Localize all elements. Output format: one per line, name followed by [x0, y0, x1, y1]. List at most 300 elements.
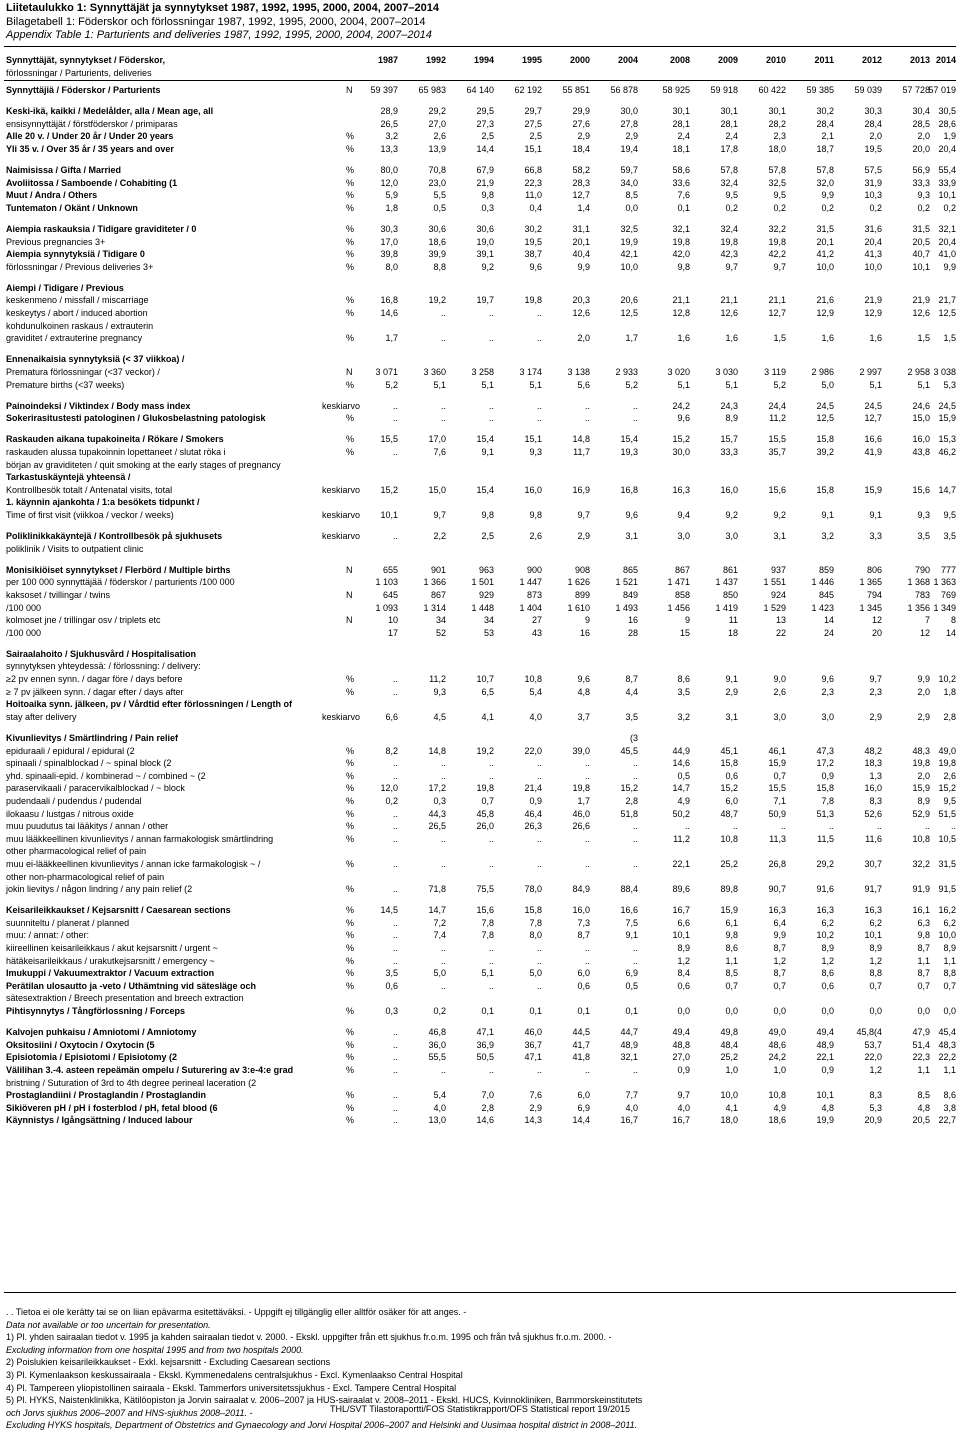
cell-value: 8,2	[385, 745, 398, 756]
row-unit: %	[346, 249, 355, 260]
cell-value: 15,4	[620, 434, 638, 445]
cell-value: 10,8	[912, 833, 930, 844]
cell-value: 5,2	[625, 379, 638, 390]
cell-value: ..	[536, 1064, 542, 1075]
row-label: Synnyttäjiä / Föderskor / Parturients	[6, 85, 161, 95]
cell-value: 17,0	[428, 434, 446, 445]
cell-value: 9,1	[625, 930, 638, 941]
row-label: Episiotomia / Episiotomi / Episiotomy (2	[6, 1052, 178, 1063]
cell-value: 50,5	[476, 1052, 494, 1063]
row-unit: %	[346, 1102, 355, 1113]
cell-value: 2,4	[725, 131, 738, 142]
cell-value: 0,3	[385, 1006, 398, 1016]
cell-value: 8,0	[385, 261, 398, 272]
row-label: other pharmacological relief of pain	[6, 846, 147, 857]
cell-value: 0,9	[677, 1064, 690, 1075]
cell-value: ..	[536, 413, 542, 424]
cell-value: ..	[536, 308, 542, 318]
cell-value: 41,2	[816, 249, 834, 260]
cell-value: 9,9	[821, 190, 834, 201]
cell-value: 1 366	[423, 577, 446, 588]
cell-value: 30,6	[476, 223, 494, 234]
cell-value: 46,1	[768, 745, 786, 756]
cell-value: 4,0	[625, 1102, 638, 1113]
top-rule	[4, 46, 956, 47]
table-row	[0, 282, 960, 294]
cell-value: 2,9	[917, 711, 930, 722]
cell-value: 12,5	[620, 308, 638, 318]
cell-value: ..	[632, 833, 638, 844]
row-unit: %	[346, 223, 355, 234]
cell-value: 1,0	[725, 1064, 738, 1075]
cell-value: ..	[584, 858, 590, 869]
cell-value: 6,0	[577, 968, 590, 979]
cell-value: 3,0	[677, 531, 690, 541]
row-unit: %	[346, 808, 355, 819]
cell-value: ..	[392, 758, 398, 769]
row-label: kohdunulkoinen raskaus / extrauterin	[6, 320, 154, 331]
cell-value: 16,3	[864, 905, 882, 916]
cell-value: 22,0	[864, 1052, 882, 1063]
cell-value: 7,8	[821, 795, 834, 806]
row-unit: %	[346, 758, 355, 769]
row-unit: %	[346, 833, 355, 844]
cell-value: 11,2	[673, 833, 690, 844]
cell-value: 2,5	[481, 531, 494, 541]
row-unit: %	[346, 930, 355, 941]
cell-value: ..	[536, 333, 542, 344]
cell-value: 9,5	[943, 509, 956, 520]
cell-value: 26,5	[380, 118, 398, 129]
cell-value: 48,8	[672, 1039, 690, 1050]
cell-value: 1 551	[763, 577, 786, 588]
cell-value: 17,2	[428, 783, 446, 794]
cell-value: 901	[430, 564, 446, 575]
row-label: per 100 000 synnyttäjää / föderskor / parturients /100 000	[6, 577, 235, 588]
cell-value: 48,9	[816, 1039, 834, 1050]
cell-value: 33,3	[912, 177, 930, 188]
cell-value: 21,1	[720, 295, 738, 306]
cell-value: 0,2	[773, 202, 786, 213]
cell-value: 55,5	[428, 1052, 446, 1063]
cell-value: 1 103	[375, 577, 398, 588]
row-unit: %	[346, 1090, 355, 1101]
cell-value: 20,6	[620, 295, 638, 306]
cell-value: 75,5	[476, 884, 494, 895]
cell-value: 45,4	[938, 1027, 956, 1038]
cell-value: ..	[536, 770, 542, 781]
cell-value: 13,0	[428, 1115, 446, 1126]
row-unit: keskiarvo	[322, 484, 361, 495]
row-label: jokin lievitys / någon lindring / any pain relief (2	[6, 884, 193, 895]
row-unit: N	[346, 366, 353, 377]
cell-value: 41,8	[572, 1052, 590, 1063]
cell-value: ..	[924, 821, 930, 832]
row-label: synnytyksen yhteydessä: / förlossning: / delivery:	[6, 661, 201, 672]
row-label: yhd. spinaali-epid. / kombinerad ~ / combined ~ (2	[6, 770, 206, 781]
cell-value: 27,0	[672, 1052, 690, 1063]
cell-value: 9,3	[917, 190, 930, 201]
cell-value: 0,2	[917, 202, 930, 213]
row-label: början av graviditeten / quit smoking at the early stages of pregnancy	[6, 459, 281, 470]
cell-value: 0,6	[385, 980, 398, 991]
cell-value: 16,7	[672, 1115, 690, 1126]
cell-value: 16,0	[912, 434, 930, 445]
cell-value: 5,1	[529, 379, 542, 390]
row-label: Monisikiöiset synnytykset / Flerbörd / Multiple births	[6, 564, 231, 575]
cell-value: 1,3	[869, 770, 882, 781]
cell-value: 12,0	[380, 783, 398, 794]
cell-value: 12,9	[816, 308, 834, 318]
table-row	[0, 320, 960, 332]
cell-value: ..	[392, 1039, 398, 1050]
cell-value: 9,5	[943, 795, 956, 806]
cell-value: 36,7	[524, 1039, 542, 1050]
cell-value: ..	[584, 758, 590, 769]
cell-value: ..	[632, 955, 638, 966]
cell-value: 3 119	[764, 366, 786, 377]
cell-value: 1,2	[869, 1064, 882, 1075]
cell-value: 32,4	[720, 177, 738, 188]
cell-value: 10,0	[816, 261, 834, 272]
cell-value: 10,1	[912, 261, 930, 272]
cell-value: 20,1	[816, 236, 834, 247]
cell-value: 91,5	[938, 884, 956, 895]
row-label: graviditet / extrauterine pregnancy	[6, 333, 143, 344]
table-row	[0, 795, 960, 807]
cell-value: 18,3	[864, 758, 882, 769]
cell-value: 14,3	[524, 1115, 542, 1126]
row-label: Kontrollbesök totalt / Antenatal visits, total	[6, 484, 173, 495]
cell-value: ..	[440, 758, 446, 769]
cell-value: 31,6	[864, 223, 882, 234]
cell-value: 9,3	[917, 509, 930, 520]
cell-value: 40,7	[912, 249, 930, 260]
cell-value: 1,8	[385, 202, 398, 213]
cell-value: 2,9	[869, 711, 882, 722]
table-row	[0, 84, 960, 96]
cell-value: 9,7	[577, 509, 590, 520]
cell-value: ..	[584, 943, 590, 953]
row-unit: N	[346, 564, 353, 575]
cell-value: 16,8	[620, 484, 638, 495]
cell-value: ..	[392, 770, 398, 781]
cell-value: 51,5	[938, 808, 956, 819]
cell-value: 2,8	[625, 795, 638, 806]
cell-value: 3 071	[375, 366, 398, 377]
row-label: Kalvojen puhkaisu / Amniotomi / Amniotomy	[6, 1027, 197, 1038]
row-unit: %	[346, 858, 355, 869]
cell-value: 9,9	[773, 930, 786, 941]
cell-value: 42,2	[768, 249, 786, 260]
cell-value: ..	[684, 821, 690, 832]
cell-value: ..	[392, 1115, 398, 1126]
cell-value: 22,3	[912, 1052, 930, 1063]
cell-value: 12,7	[864, 413, 882, 424]
cell-value: ..	[584, 770, 590, 781]
cell-value: 1 368	[907, 577, 930, 588]
cell-value: 0,7	[773, 980, 786, 991]
cell-value: 806	[866, 564, 882, 575]
cell-value: 30,0	[672, 446, 690, 457]
cell-value: 91,7	[864, 884, 882, 895]
cell-value: 9,6	[677, 413, 690, 424]
row-label: Alle 20 v. / Under 20 år / Under 20 years	[6, 131, 174, 142]
cell-value: 36,0	[428, 1039, 446, 1050]
cell-value: 11,3	[769, 833, 786, 844]
cell-value: 42,3	[720, 249, 738, 260]
cell-value: 15,9	[768, 758, 786, 769]
cell-value: 2,8	[481, 1102, 494, 1113]
cell-value: 16,3	[816, 905, 834, 916]
cell-value: ..	[632, 413, 638, 424]
cell-value: 16	[627, 615, 638, 626]
cell-value: 25,2	[720, 1052, 738, 1063]
row-label: raskauden alussa tupakoinnin lopettaneet / slutat röka i	[6, 446, 226, 457]
cell-value: 15,0	[912, 413, 930, 424]
title-en: Appendix Table 1: Parturients and deliveries 1987, 1992, 1995, 2000, 2004, 2007–2014	[6, 29, 432, 41]
cell-value: 15,1	[524, 434, 542, 445]
table-row	[0, 745, 960, 757]
cell-value: 18	[727, 627, 738, 638]
cell-value: 49,0	[768, 1027, 786, 1038]
cell-value: ..	[632, 858, 638, 869]
cell-value: ..	[488, 333, 494, 344]
cell-value: 66,8	[524, 165, 542, 175]
cell-value: 32,1	[672, 223, 690, 234]
cell-value: 26,5	[428, 821, 446, 832]
footnote-line: 2) Poislukien keisarileikkaukset - Exkl. kejsarsnitt - Excluding Caesarean sections	[6, 1357, 331, 1368]
cell-value: 43,8	[912, 446, 930, 457]
row-label: Sairaalahoito / Sjukhusvård / Hospitalisation	[6, 648, 197, 659]
cell-value: 30,3	[864, 106, 882, 117]
cell-value: 48,4	[720, 1039, 738, 1050]
cell-value: 1 437	[715, 577, 738, 588]
cell-value: 7,3	[577, 917, 590, 928]
table-row	[0, 202, 960, 214]
cell-value: ..	[440, 955, 446, 966]
cell-value: 11,2	[429, 674, 446, 684]
cell-value: 9,9	[917, 674, 930, 684]
cell-value: 5,1	[725, 379, 738, 390]
row-label: Yli 35 v. / Over 35 år / 35 years and over	[6, 143, 174, 154]
cell-value: 25,2	[720, 858, 738, 869]
cell-value: 91,9	[912, 884, 930, 895]
row-label: muu: / annat: / other:	[6, 930, 90, 941]
cell-value: (3	[629, 732, 638, 743]
row-label: förlossningar / Previous deliveries 3+	[6, 261, 154, 272]
cell-value: 30,1	[672, 106, 690, 117]
cell-value: 11,6	[865, 833, 882, 844]
cell-value: 5,1	[433, 379, 446, 390]
cell-value: 15,0	[428, 484, 446, 495]
cell-value: 16,7	[620, 1115, 638, 1126]
cell-value: 62 192	[514, 85, 542, 95]
cell-value: 26,0	[476, 821, 494, 832]
cell-value: 3,5	[917, 531, 930, 541]
cell-value: 48,7	[720, 808, 738, 819]
cell-value: 929	[478, 589, 494, 600]
cell-value: ..	[440, 770, 446, 781]
row-label: Naimisissa / Gifta / Married	[6, 165, 122, 175]
cell-value: 4,1	[481, 711, 494, 722]
cell-value: 3 038	[933, 366, 956, 377]
cell-value: 3 360	[423, 366, 446, 377]
cell-value: 49,4	[816, 1027, 834, 1038]
cell-value: ..	[392, 955, 398, 966]
cell-value: 15,2	[620, 783, 638, 794]
cell-value: 10,1	[864, 930, 882, 941]
cell-value: 4,9	[773, 1102, 786, 1113]
cell-value: 1,6	[869, 333, 882, 344]
cell-value: 873	[526, 589, 542, 600]
cell-value: 8,8	[433, 261, 446, 272]
cell-value: 8,5	[725, 968, 738, 979]
cell-value: 1,5	[943, 333, 956, 344]
cell-value: 53,7	[864, 1039, 882, 1050]
cell-value: 8,9	[869, 943, 882, 953]
table-row	[0, 698, 960, 710]
table-row	[0, 917, 960, 929]
cell-value: 22,1	[672, 858, 690, 869]
year-header: 2011	[814, 55, 834, 65]
cell-value: 30,2	[816, 106, 834, 117]
cell-value: 78,0	[524, 884, 542, 895]
cell-value: 19,7	[476, 295, 494, 306]
cell-value: 7,1	[773, 795, 786, 806]
table-row	[0, 1114, 960, 1126]
cell-value: 3 030	[715, 366, 738, 377]
cell-value: 32,1	[938, 223, 956, 234]
cell-value: 58 925	[662, 85, 690, 95]
cell-value: 8,6	[943, 1090, 956, 1101]
cell-value: 27,0	[428, 118, 446, 129]
cell-value: 3,5	[677, 686, 690, 697]
cell-value: 58,6	[672, 165, 690, 175]
cell-value: 51,8	[620, 808, 638, 819]
table-row	[0, 543, 960, 555]
cell-value: 16,6	[620, 905, 638, 916]
cell-value: 52,6	[864, 808, 882, 819]
cell-value: 20,9	[864, 1115, 882, 1126]
cell-value: 45,5	[620, 745, 638, 756]
cell-value: 9,7	[433, 509, 446, 520]
cell-value: 865	[622, 564, 638, 575]
cell-value: ..	[392, 400, 398, 411]
cell-value: 18,6	[428, 236, 446, 247]
row-unit: N	[346, 615, 353, 626]
table-row	[0, 732, 960, 744]
cell-value: 52	[435, 627, 446, 638]
table-row	[0, 248, 960, 260]
cell-value: 1 365	[859, 577, 882, 588]
cell-value: 34,0	[620, 177, 638, 188]
row-label: Välilihan 3.-4. asteen repeämän ompelu / Suturering av 3:e-4:e grad	[6, 1064, 294, 1075]
cell-value: 64 140	[466, 85, 494, 95]
row-unit: %	[346, 1027, 355, 1038]
cell-value: 26,8	[768, 858, 786, 869]
cell-value: 41,9	[864, 446, 882, 457]
cell-value: 9,1	[481, 446, 494, 457]
row-unit: %	[346, 884, 355, 895]
cell-value: 6,6	[385, 711, 398, 722]
table-row	[0, 648, 960, 660]
cell-value: 0,2	[433, 1006, 446, 1016]
cell-value: 18,6	[768, 1115, 786, 1126]
cell-value: 0,1	[577, 1006, 590, 1016]
cell-value: 2,5	[529, 131, 542, 142]
cell-value: 0,6	[677, 980, 690, 991]
cell-value: 29,7	[524, 106, 542, 117]
cell-value: 18,0	[720, 1115, 738, 1126]
row-unit: %	[346, 236, 355, 247]
cell-value: 53	[483, 627, 494, 638]
cell-value: 5,4	[433, 1090, 446, 1101]
cell-value: 1 447	[519, 577, 542, 588]
cell-value: 14,6	[476, 1115, 494, 1126]
cell-value: 1,1	[943, 955, 956, 966]
row-unit: %	[346, 413, 355, 424]
cell-value: 8,7	[577, 930, 590, 941]
table-row	[0, 446, 960, 458]
cell-value: 39,2	[816, 446, 834, 457]
cell-value: 15,5	[380, 434, 398, 445]
cell-value: 21,6	[816, 295, 834, 306]
cell-value: ..	[488, 833, 494, 844]
cell-value: 30,6	[428, 223, 446, 234]
cell-value: 1 314	[423, 602, 446, 613]
cell-value: 2,6	[773, 686, 786, 697]
cell-value: 1 529	[763, 602, 786, 613]
cell-value: ..	[392, 930, 398, 941]
row-unit: %	[346, 686, 355, 697]
cell-value: 0,9	[821, 770, 834, 781]
cell-value: 9	[584, 615, 590, 626]
footnote-line: 4) Pl. Tampereen yliopistollinen sairaala - Ekskl. Tammerfors universitetssjukhus - Excl. Tampere Central Hospital	[6, 1382, 457, 1393]
cell-value: 15,9	[912, 783, 930, 794]
row-label: epiduraali / epidural / epidural (2	[6, 745, 135, 756]
row-label: Poliklinikkakäyntejä / Kontrollbesök på sjukhusets	[6, 531, 223, 541]
cell-value: 2,8	[943, 711, 956, 722]
cell-value: 9,8	[481, 190, 494, 201]
table-row	[0, 833, 960, 845]
cell-value: 24	[823, 627, 834, 638]
table-row	[0, 433, 960, 445]
cell-value: 2 958	[907, 366, 930, 377]
cell-value: 4,8	[821, 1102, 834, 1113]
row-label: muu puudutus tai lääkitys / annan / other	[6, 821, 169, 832]
cell-value: 10,8	[768, 1090, 786, 1101]
cell-value: 42,0	[672, 249, 690, 260]
cell-value: 2,9	[625, 131, 638, 142]
row-label: Ennenaikaisia synnytyksiä (< 37 viikkoa) /	[6, 354, 185, 365]
row-label: Kivunlievitys / Smärtlindring / Pain relief	[6, 732, 179, 743]
cell-value: 16	[579, 627, 590, 638]
cell-value: 9,9	[577, 261, 590, 272]
cell-value: 15,8	[720, 758, 738, 769]
row-unit: %	[346, 917, 355, 928]
row-label: Prematura förlossningar (<37 veckor) /	[6, 366, 160, 377]
cell-value: 10,2	[816, 930, 834, 941]
cell-value: 2,0	[917, 686, 930, 697]
cell-value: 867	[674, 564, 690, 575]
cell-value: 7,8	[481, 930, 494, 941]
cell-value: 1 423	[811, 602, 834, 613]
cell-value: 6,6	[677, 917, 690, 928]
row-label: Käynnistys / Igångsättning / Induced labour	[6, 1115, 193, 1126]
cell-value: ..	[584, 955, 590, 966]
cell-value: 0,7	[725, 980, 738, 991]
